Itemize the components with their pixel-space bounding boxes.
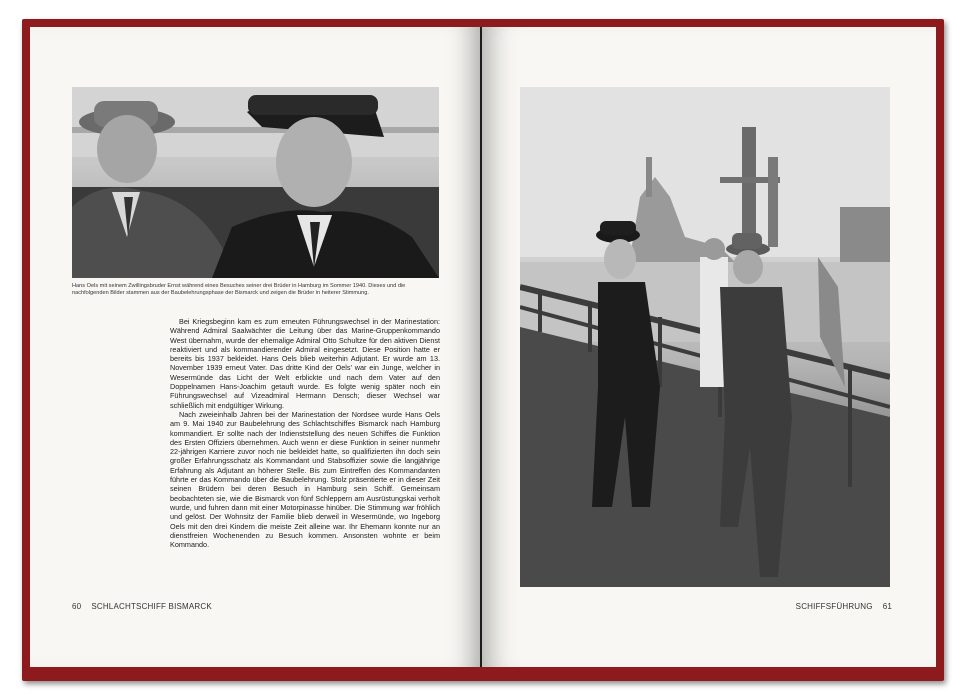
page-number: 61: [882, 602, 892, 611]
running-title: SCHLACHTSCHIFF BISMARCK: [91, 602, 212, 611]
left-folio: [72, 602, 212, 611]
body-text: [170, 317, 440, 549]
left-page: [30, 27, 482, 667]
right-folio: [796, 602, 892, 611]
running-title: SCHIFFSFÜHRUNG: [795, 602, 873, 611]
page-number: 60: [72, 602, 82, 611]
photo-caption: Hans Oels mit seinem Zwillingsbruder Ernst während eines Besuches seiner drei Brüder in Hamburg im Sommer 1940. Dieses und die nachfolgenden Bilder stammen aus der Baubelehrungsphase der Bismarck und zeigen die Brüder in heiterer Stimmung.: [72, 283, 406, 297]
book-cover: [22, 19, 944, 681]
photo-officers-on-pier: [520, 87, 890, 587]
paragraph: Bei Kriegsbeginn kam es zum erneuten Führungswechsel in der Marinestation: Während Admiral Saalwächter die Leitung über das Marine-Gruppenkommando West übernahm, wurde der ehemalige Admiral Otto Schultze für den aktiven Dienst reaktiviert und als kommandierender Admiral eingesetzt. Diese Position hatte er bereits bis 1937 bekleidet. Hans Oels blieb weiterhin Adjutant. Er wurde am 13. November 1939 erneut Vater. Das dritte Kind der Oels’ war ein Junge, welcher in Wesermünde das Licht der Welt erblickte und nach dem Vater auf den Doppelnamen Hans-Joachim getauft wurde. Es folgte wenig später noch ein Führungswechsel auf Vizeadmiral Hermann Densch; dieser Wechsel war schließlich mit endgültiger Wirkung.: [170, 317, 440, 410]
paragraph: Nach zweieinhalb Jahren bei der Marinestation der Nordsee wurde Hans Oels am 9. Mai 1940 zur Baubelehrung des Schlachtschiffes Bismarck nach Hamburg kommandiert. Er sollte nach der Indienststellung des neuen Schiffes die Funktion des Ersten Offiziers übernehmen. Auch wenn er diese Funktion in seiner nunmehr 22-jährigen Karriere zuvor noch nie bekleidet hatte, so qualifizierten ihn doch sein großer Erfahrungsschatz als Kommandant und Stabsoffizier sowie die langjährige Erfahrung als Adjutant an höherer Stelle. Bis zum Eintreffen des Kommandanten führte er das Kommando über die Baubelehrung. Stolz präsentierte er in dieser Zeit seinen Brüdern bei deren Besuch in Hamburg sein Schiff. Gemeinsam beobachteten sie, wie die Bismarck von fünf Schleppern am Ausrüstungskai verholt wurde, und fuhren dann mit einer Motorpinasse hinüber. Die Stimmung war fröhlich und gelöst. Der Wohnsitz der Familie blieb derweil in Wesermünde, wo Ingeborg Oels mit den drei Kindern die meiste Zeit alleine war. Ihr Ehemann konnte nur an dienstfreien Wochenenden zu Besuch kommen. Ansonsten wohnte er beim Kommando.: [170, 409, 440, 550]
photo-two-brothers: [72, 87, 439, 278]
right-page: [482, 27, 936, 667]
